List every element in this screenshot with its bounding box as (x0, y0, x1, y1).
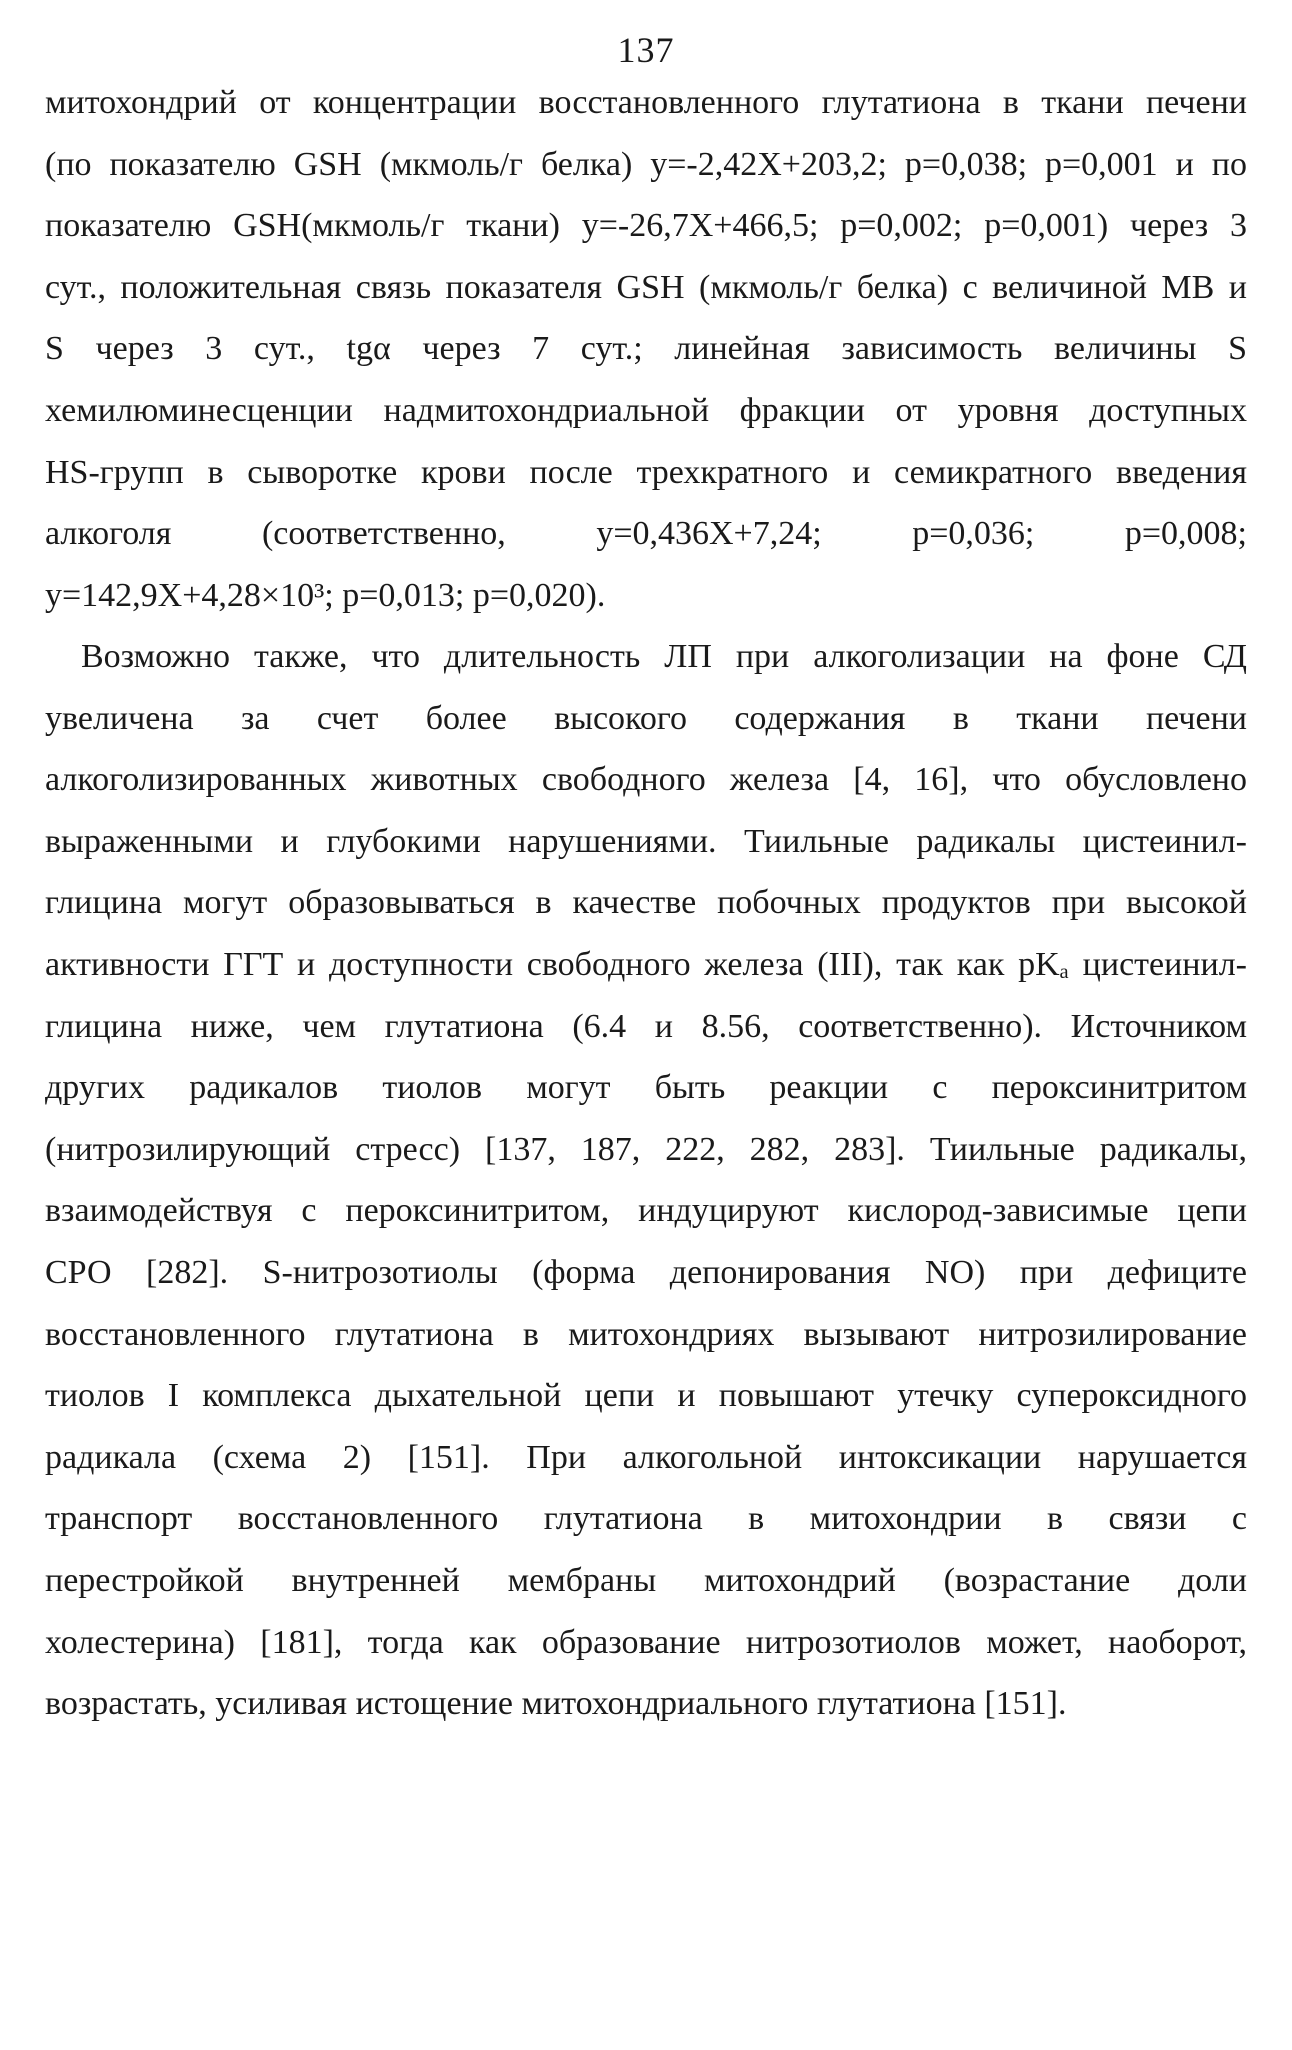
text-line: радикала (схема 2) [151]. При алкогольной интоксикации нарушается (45, 1438, 1247, 1476)
text-line: перестройкой внутренней мембраны митохондрий (возрастание доли (45, 1561, 1247, 1599)
text-line: y=142,9X+4,28×10³; p=0,013; p=0,020). (45, 576, 606, 614)
text-line: HS-групп в сыворотке крови после трехкратного и семикратного введения (45, 453, 1247, 491)
text-line: восстановленного глутатиона в митохондриях вызывают нитрозилирование (45, 1315, 1247, 1353)
text-line: глицина могут образовываться в качестве побочных продуктов при высокой (45, 884, 1247, 922)
page-number: 137 (617, 30, 675, 70)
text-line: других радикалов тиолов могут быть реакции с пероксинитритом (45, 1069, 1247, 1107)
text-line: митохондрий от концентрации восстановленного глутатиона в ткани печени (45, 84, 1247, 121)
text-line: (нитрозилирующий стресс) [137, 187, 222, 282, 283]. Тиильные радикалы, (45, 1130, 1247, 1168)
text-line: показателю GSH(мкмоль/г ткани) y=-26,7X+466,5; p=0,002; p=0,001) через 3 (45, 207, 1247, 245)
text-line: Возможно также, что длительность ЛП при алкоголизации на фоне СД (81, 638, 1247, 675)
text-line: глицина ниже, чем глутатиона (6.4 и 8.56, соответственно). Источником (45, 1007, 1247, 1045)
text-line: СРО [282]. S-нитрозотиолы (форма депонирования NO) при дефиците (45, 1253, 1247, 1291)
text-line: холестерина) [181], тогда как образование нитрозотиолов может, наоборот, (45, 1623, 1247, 1661)
paragraph-2 (45, 626, 1247, 1735)
text-line: хемилюминесценции надмитохондриальной фракции от уровня доступных (45, 391, 1247, 429)
text-line: тиолов I комплекса дыхательной цепи и повышают утечку супероксидного (45, 1377, 1247, 1415)
text-line: сут., положительная связь показателя GSH (мкмоль/г белка) с величиной MB и (45, 268, 1247, 306)
text-line: транспорт восстановленного глутатиона в митохондрии в связи с (45, 1500, 1247, 1538)
text-line: возрастать, усиливая истощение митохондриального глутатиона [151]. (45, 1685, 1067, 1723)
text-line: S через 3 сут., tgα через 7 сут.; линейная зависимость величины S (45, 330, 1247, 368)
text-line: увеличена за счет более высокого содержания в ткани печени (45, 699, 1247, 737)
text-line: взаимодействуя с пероксинитритом, индуцируют кислород-зависимые цепи (45, 1192, 1247, 1230)
text-line: выраженными и глубокими нарушениями. Тиильные радикалы цистеинил- (45, 822, 1247, 860)
text-line: (по показателю GSH (мкмоль/г белка) y=-2,42X+203,2; p=0,038; p=0,001 и по (45, 145, 1247, 183)
text-line: алкоголя (соответственно, y=0,436X+7,24; p=0,036; p=0,008; (45, 515, 1247, 553)
text-line: алкоголизированных животных свободного железа [4, 16], что обусловлено (45, 761, 1247, 799)
paragraph-1 (45, 72, 1247, 626)
text-line: активности ГГТ и доступности свободного железа (III), так как pKₐ цистеинил- (45, 945, 1247, 983)
